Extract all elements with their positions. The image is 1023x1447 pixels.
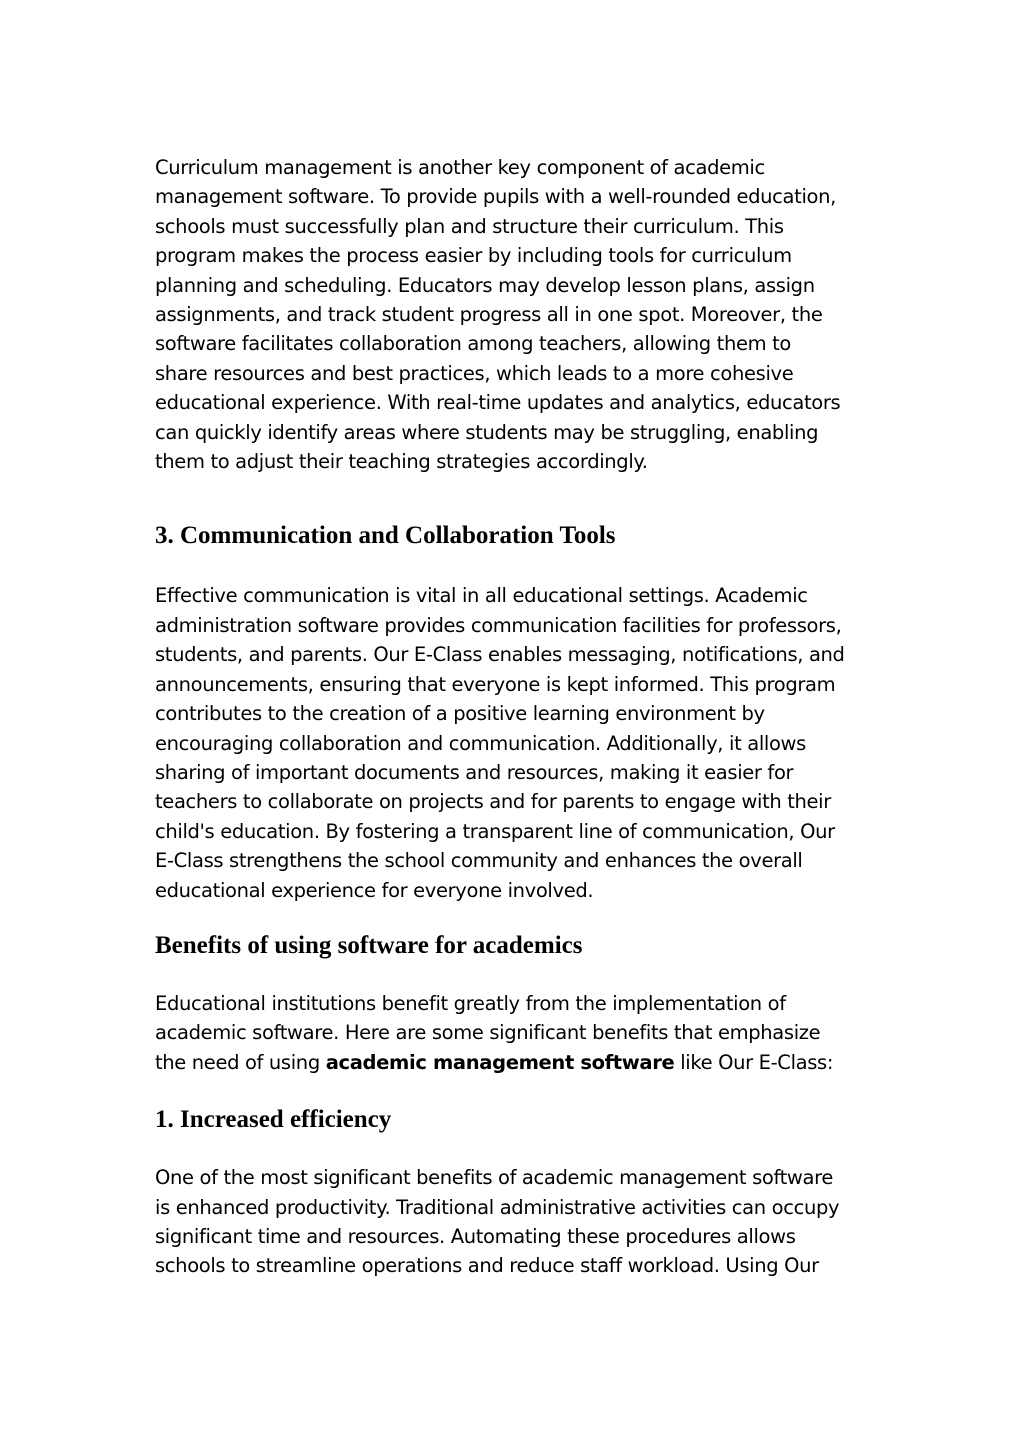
paragraph-benefits-intro — [155, 989, 885, 1077]
heading-benefits: Benefits of using software for academics — [155, 931, 583, 959]
heading-increased-efficiency: 1. Increased efficiency — [155, 1106, 392, 1134]
paragraph-communication: Effective communication is vital in all educational settings. Academic administration software provides communication facilities for professors, students, and parents. Our E-Class enables messaging, notifications, and announcements, ensuring that everyone is kept informed. This program contributes to the creation of a positive learning environment by encouraging collaboration and communication. Additionally, it allows sharing of important documents and resources, making it easier for teachers to collaborate on projects and for parents to engage with their child's education. By fostering a transparent line of communication, Our E-Class strengthens the school community and enhances the overall educational experience for everyone involved. — [155, 584, 845, 902]
heading-communication-tools: 3. Communication and Collaboration Tools — [155, 522, 616, 550]
benefits-intro-suffix: like Our E-Class: — [674, 1050, 834, 1074]
document-body — [155, 153, 885, 1281]
benefits-intro-text: Educational institutions benefit greatly from the implementation of academic software. Here are some significant benefits that emphasize the need of using — [155, 991, 821, 1074]
paragraph-efficiency: One of the most significant benefits of academic management software is enhanced productivity. Traditional administrative activities can occupy significant time and resources. Automating these procedures allows schools to streamline operations and reduce staff workload. Using Our — [155, 1166, 840, 1278]
paragraph-curriculum-management: Curriculum management is another key component of academic management software. To provide pupils with a well-rounded education, schools must successfully plan and structure their curriculum. This program makes the process easier by including tools for curriculum planning and scheduling. Educators may develop lesson plans, assign assignments, and track student progress all in one spot. Moreover, the software facilitates collaboration among teachers, allowing them to share resources and best practices, which leads to a more cohesive educational experience. With real-time updates and analytics, educators can quickly identify areas where students may be struggling, enabling them to adjust their teaching strategies accordingly. — [155, 156, 841, 474]
bold-keyword: academic management software — [325, 1050, 675, 1074]
